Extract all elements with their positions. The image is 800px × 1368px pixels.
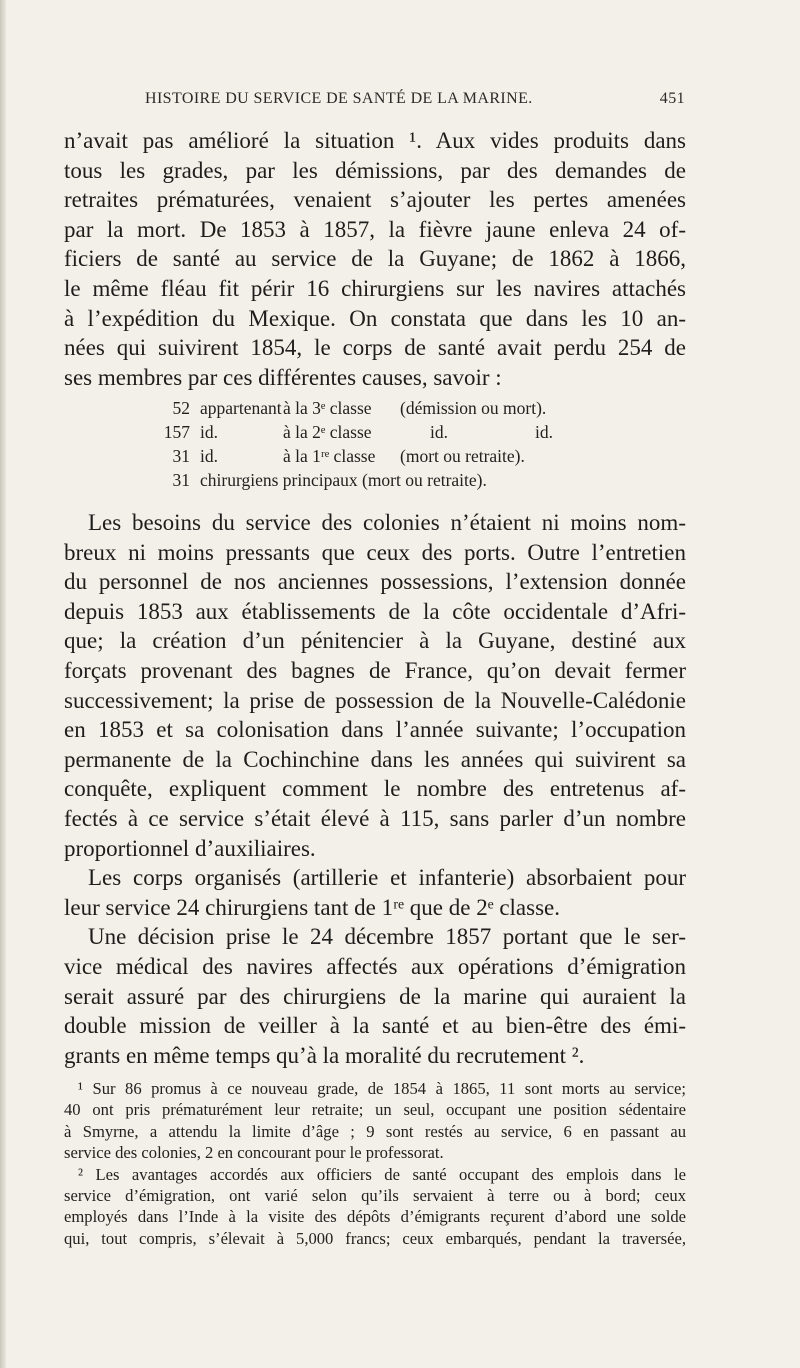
count-cell: 157 bbox=[163, 422, 190, 442]
count-cell: 52 bbox=[172, 398, 190, 418]
text-line: successivement; la prise de possession de la Nouvelle-Calédonie bbox=[64, 687, 686, 713]
count-cell: 31 bbox=[172, 446, 190, 466]
text-line: breux ni moins pressants que ceux des ports. Outre l’entretien bbox=[64, 539, 686, 565]
text-line: nées qui suivirent 1854, le corps de santé avait perdu 254 de bbox=[64, 335, 686, 361]
text-line: leur service 24 chirurgiens tant de 1ʳᵉ que de 2ᵉ classe. bbox=[64, 894, 561, 920]
class-cell: à la 3ᵉ classe bbox=[283, 398, 372, 418]
text-line: forçats provenant des bagnes de France, qu’on devait fermer bbox=[64, 657, 686, 683]
text-line: grants en même temps qu’à la moralité du recrutement ². bbox=[64, 1042, 585, 1068]
footnote-line: ¹ Sur 86 promus à ce nouveau grade, de 1854 à 1865, 11 sont morts au service; bbox=[78, 1079, 686, 1098]
rank-cell: appartenant bbox=[200, 398, 282, 418]
text-line: retraites prématurées, venaient s’ajouter les pertes amenées bbox=[64, 187, 686, 213]
class-cell: à la 1ʳᵉ classe bbox=[283, 446, 376, 466]
running-title: HISTOIRE DU SERVICE DE SANTÉ DE LA MARINE. bbox=[145, 90, 533, 107]
text-line: à l’expédition du Mexique. On constata que dans les 10 an- bbox=[64, 305, 686, 331]
running-header bbox=[145, 90, 685, 118]
footnote-line: service d’émigration, ont varié selon qu’ils servaient à terre ou à bord; ceux bbox=[64, 1186, 686, 1206]
paragraph-losses bbox=[64, 126, 686, 392]
text-line: du personnel de nos anciennes possessions, l’extension donnée bbox=[64, 569, 686, 595]
count-cell: 31 bbox=[172, 470, 190, 490]
text-line: Les corps organisés (artillerie et infanterie) absorbaient pour bbox=[88, 865, 686, 891]
footnote-line: à Smyrne, a attendu la limite d’âge ; 9 sont restés au service, 6 en passant au bbox=[64, 1121, 686, 1141]
losses-table bbox=[160, 396, 620, 492]
page-number: 451 bbox=[659, 90, 685, 107]
footnote-line: 40 ont pris prématurément leur retraite; un seul, occupant une position sédentaire bbox=[64, 1100, 686, 1120]
text-line: permanente de la Cochinchine dans les années qui suivirent sa bbox=[64, 746, 686, 772]
text-line: le même fléau fit périr 16 chirurgiens sur les navires attachés bbox=[64, 275, 686, 301]
reason-cell: id. bbox=[430, 422, 448, 442]
text-line: en 1853 et sa colonisation dans l’année suivante; l’occupation bbox=[64, 717, 686, 743]
footnote-line: qui, tout compris, s’élevait à 5,000 francs; ceux embarqués, pendant la traversée, bbox=[64, 1228, 686, 1248]
text-line: n’avait pas amélioré la situation ¹. Aux vides produits dans bbox=[64, 128, 686, 153]
text-line: que; la création d’un pénitencier à la Guyane, destiné aux bbox=[64, 628, 686, 654]
reason-cell: (mort ou retraite). bbox=[400, 446, 525, 466]
text-line: serait assuré par des chirurgiens de la marine qui auraient la bbox=[64, 983, 686, 1009]
text-line: ficiers de santé au service de la Guyane; de 1862 à 1866, bbox=[64, 246, 686, 272]
text-line: par la mort. De 1853 à 1857, la fièvre jaune enleva 24 of- bbox=[64, 216, 686, 242]
paragraph-colonies bbox=[64, 508, 686, 1070]
text-line: fectés à ce service s’était élevé à 115, sans parler d’un nombre bbox=[64, 805, 686, 831]
reason-cell: id. bbox=[535, 422, 553, 442]
text-line: conquête, expliquent comment le nombre des entretenus af- bbox=[64, 776, 686, 802]
table-row bbox=[160, 420, 620, 444]
reason-cell: (démission ou mort). bbox=[400, 398, 547, 418]
text-line: proportionnel d’auxiliaires. bbox=[64, 835, 316, 861]
text-line: tous les grades, par les démissions, par des demandes de bbox=[64, 157, 686, 183]
table-row bbox=[160, 468, 620, 492]
table-row bbox=[160, 444, 620, 468]
text-line: Une décision prise le 24 décembre 1857 portant que le ser- bbox=[88, 924, 686, 950]
class-cell: à la 2ᵉ classe bbox=[283, 422, 372, 442]
text-line: Les besoins du service des colonies n’étaient ni moins nom- bbox=[88, 510, 686, 535]
footnote-line: employés dans l’Inde à la visite des dépôts d’émigrants reçurent d’abord une solde bbox=[64, 1207, 686, 1227]
footnote-line: ² Les avantages accordés aux officiers de santé occupant des emplois dans le bbox=[78, 1164, 686, 1184]
page-edge bbox=[0, 0, 6, 1368]
footnotes bbox=[64, 1078, 686, 1249]
text-line: double mission de veiller à la santé et au bien-être des émi- bbox=[64, 1013, 686, 1039]
rank-cell: chirurgiens principaux (mort ou retraite). bbox=[200, 470, 487, 490]
text-line: depuis 1853 aux établissements de la côte occidentale d’Afri- bbox=[64, 598, 686, 624]
footnote-line: service des colonies, 2 en concourant pour le professorat. bbox=[64, 1143, 444, 1163]
rank-cell: id. bbox=[200, 446, 218, 466]
text-line: ses membres par ces différentes causes, savoir : bbox=[64, 364, 502, 390]
table-row bbox=[160, 396, 620, 420]
text-line: vice médical des navires affectés aux opérations d’émigration bbox=[64, 953, 686, 979]
rank-cell: id. bbox=[200, 422, 218, 442]
